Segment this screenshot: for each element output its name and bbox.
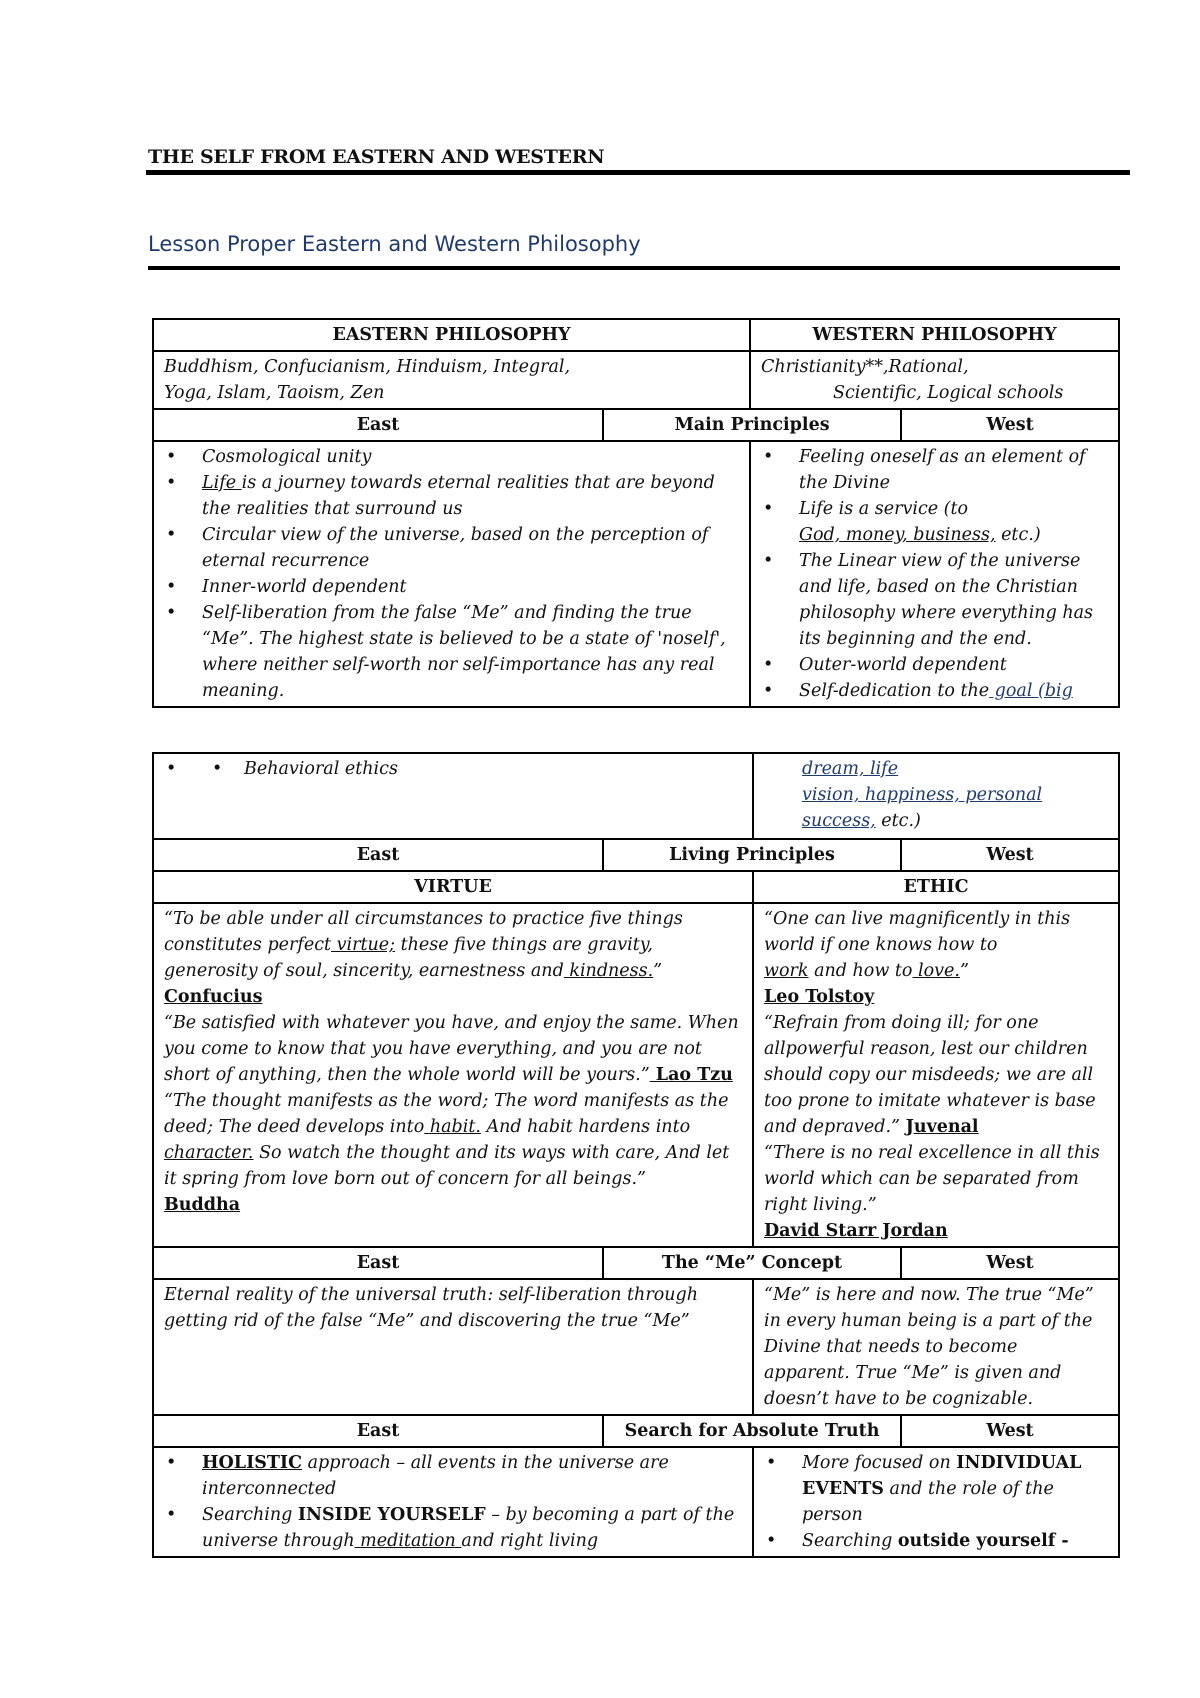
truth-text: More focused on	[802, 1453, 957, 1473]
truth-underlined: meditation	[354, 1531, 462, 1551]
quote-text: So watch the thought and its ways with care, And let it spring from love born out of concern for all beings.”	[164, 1143, 730, 1189]
row-label-west: West	[901, 839, 1119, 871]
row-label-main-principles: Main Principles	[603, 409, 901, 441]
quote-author: Buddha	[164, 1195, 241, 1215]
east-principle-text: Circular view of the universe, based on the perception of eternal recurrence	[202, 525, 709, 571]
virtue-quote-lao-tzu	[164, 1010, 742, 1088]
quote-text: ”	[959, 961, 969, 981]
east-continued-text: Behavioral ethics	[244, 759, 398, 779]
row-label-east: East	[153, 409, 603, 441]
list-item	[764, 1450, 1108, 1528]
east-principles-cell	[153, 441, 750, 707]
row-label-east: East	[153, 839, 603, 871]
row-label-me-concept: The “Me” Concept	[603, 1247, 901, 1279]
quote-text: ”	[653, 961, 663, 981]
table-row	[153, 319, 1119, 351]
east-continued-cell	[153, 753, 753, 839]
western-schools-line: Scientific, Logical schools	[833, 383, 1064, 403]
emphasis-text: INSIDE YOURSELF	[297, 1505, 486, 1525]
row-label-east: East	[153, 1415, 603, 1447]
east-principle-text: is a journey towards eternal realities that are beyond the realities that surround us	[202, 473, 715, 519]
west-principles-cell	[750, 441, 1119, 707]
east-principle-text: Inner-world dependent	[202, 577, 407, 597]
quote-author: David Starr Jordan	[764, 1221, 948, 1241]
list-item	[761, 678, 1108, 704]
west-principle-text: etc.)	[995, 525, 1041, 545]
title-rule	[146, 170, 1130, 175]
table-row	[153, 351, 1119, 409]
table-row	[153, 409, 1119, 441]
west-principle-text: Outer-world dependent	[799, 655, 1007, 675]
row-label-west: West	[901, 1247, 1119, 1279]
document-title: THE SELF FROM EASTERN AND WESTERN	[148, 146, 605, 168]
truth-east-cell	[153, 1447, 753, 1557]
quote-author: Lao Tzu	[649, 1065, 733, 1085]
quote-underlined: kindness.	[563, 961, 654, 981]
emphasis-text: HOLISTIC	[202, 1453, 303, 1473]
list-item	[164, 444, 739, 470]
quote-text: “To be able under all circumstances to practice five things constitutes perfect	[164, 909, 683, 955]
quote-text: “Be satisfied with whatever you have, and enjoy the same. When you come to know that you have everything, and you are not short of anything, then the whole world will be yours.”	[164, 1013, 739, 1085]
west-principle-text: Feeling oneself as an element of the Divine	[799, 447, 1086, 493]
lesson-heading: Lesson Proper Eastern and Western Philosophy	[148, 232, 641, 256]
quote-text: these five things are gravity, generosity of soul, sincerity, earnestness and	[164, 935, 653, 981]
truth-text: Searching	[202, 1505, 298, 1525]
ethic-quote-tolstoy	[764, 906, 1108, 1010]
quote-underlined: love.	[912, 961, 960, 981]
quote-text: “Refrain from doing ill; for one allpowerful reason, lest our children should copy our misdeeds; we are all too prone to imitate whatever is base and depraved.”	[764, 1013, 1096, 1137]
list-item	[164, 600, 739, 704]
table-row	[153, 753, 1119, 839]
truth-text: – by becoming a part of the universe through	[202, 1505, 735, 1551]
western-schools-line: Christianity**,Rational,	[761, 357, 969, 377]
row-label-east: East	[153, 1247, 603, 1279]
quote-text: and how to	[808, 961, 913, 981]
list-item	[164, 470, 739, 522]
me-concept-east-cell: Eternal reality of the universal truth: self-liberation through getting rid of the false “Me” and discovering the true “Me”	[153, 1279, 753, 1415]
west-continued-line: dream, life	[802, 759, 899, 779]
list-item	[164, 522, 739, 574]
eastern-schools-cell	[153, 351, 750, 409]
emphasis-text: INDIVIDUAL EVENTS	[802, 1453, 1082, 1499]
truth-text: and right living	[461, 1531, 599, 1551]
quote-text: “One can live magnificently in this world if one knows how to	[764, 909, 1071, 955]
quote-text: And habit hardens into	[480, 1117, 691, 1137]
list-item	[164, 756, 742, 782]
list-item	[164, 1502, 742, 1554]
me-concept-west-cell: “Me” is here and now. The true “Me” in every human being is a part of the Divine that needs to become apparent. True “Me” is given and doesn’t have to be cognizable.	[753, 1279, 1119, 1415]
emphasis-text: outside yourself -	[897, 1531, 1069, 1551]
west-continued-line	[802, 808, 1108, 834]
row-label-west: West	[901, 409, 1119, 441]
ethic-quotes-cell	[753, 903, 1119, 1247]
ethic-header: ETHIC	[753, 871, 1119, 903]
truth-text: and the role of the person	[802, 1479, 1054, 1525]
quote-text: “The thought manifests as the word; The word manifests as the deed; The deed develops into	[164, 1091, 729, 1137]
west-principle-link: goal (big	[989, 681, 1073, 701]
east-principle-text: Cosmological unity	[202, 447, 372, 467]
virtue-quotes-cell	[153, 903, 753, 1247]
list-item	[164, 1450, 742, 1502]
west-principle-text: Self-dedication to the	[799, 681, 990, 701]
quote-underlined: work	[764, 961, 809, 981]
virtue-quote-confucius	[164, 906, 742, 1010]
philosophy-table-continued	[152, 752, 1120, 1558]
quote-author: Juvenal	[905, 1117, 979, 1137]
lesson-rule	[148, 266, 1120, 270]
eastern-philosophy-header: EASTERN PHILOSOPHY	[153, 319, 750, 351]
table-row	[153, 903, 1119, 1247]
west-principle-text: Life is a service (to	[799, 499, 969, 519]
table-row	[153, 1247, 1119, 1279]
west-continued-line: vision, happiness, personal	[802, 785, 1043, 805]
table-row	[153, 839, 1119, 871]
west-continued-underlined: success,	[802, 811, 876, 831]
truth-west-cell	[753, 1447, 1119, 1557]
table-row	[153, 1415, 1119, 1447]
list-item	[761, 496, 1108, 548]
eastern-schools-line: Buddhism, Confucianism, Hinduism, Integral,	[164, 357, 571, 377]
western-philosophy-header: WESTERN PHILOSOPHY	[750, 319, 1119, 351]
list-item	[764, 1528, 1108, 1554]
quote-underlined: character.	[164, 1143, 254, 1163]
table-row	[153, 1447, 1119, 1557]
west-continued-cell	[753, 753, 1119, 839]
table-row	[153, 1279, 1119, 1415]
table-row	[153, 441, 1119, 707]
quote-underlined: habit.	[424, 1117, 481, 1137]
philosophy-table-main	[152, 318, 1120, 708]
west-principle-text: The Linear view of the universe and life, based on the Christian philosophy where everything has its beginning and the end.	[799, 551, 1094, 649]
quote-underlined: virtue;	[331, 935, 396, 955]
list-item	[761, 548, 1108, 652]
quote-text: “There is no real excellence in all this world which can be separated from right living.”	[764, 1143, 1100, 1215]
list-item	[761, 652, 1108, 678]
ethic-quote-jordan	[764, 1140, 1108, 1244]
truth-text: approach – all events in the universe are interconnected	[202, 1453, 669, 1499]
quote-author: Confucius	[164, 987, 263, 1007]
bullet-glyph: • •	[212, 759, 223, 779]
row-label-living-principles: Living Principles	[603, 839, 901, 871]
east-principle-text: Self-liberation from the false “Me” and finding the true “Me”. The highest state is believed to be a state of 'noself', where neither self-worth nor self-importance has any real meaning.	[202, 603, 726, 701]
truth-text: Searching	[802, 1531, 898, 1551]
virtue-quote-buddha	[164, 1088, 742, 1218]
quote-author: Leo Tolstoy	[764, 987, 875, 1007]
virtue-header: VIRTUE	[153, 871, 753, 903]
eastern-schools-line: Yoga, Islam, Taoism, Zen	[164, 383, 385, 403]
east-principle-life: Life	[202, 473, 242, 493]
row-label-absolute-truth: Search for Absolute Truth	[603, 1415, 901, 1447]
west-continued-text: etc.)	[875, 811, 921, 831]
ethic-quote-juvenal	[764, 1010, 1108, 1140]
table-row	[153, 871, 1119, 903]
row-label-west: West	[901, 1415, 1119, 1447]
list-item	[761, 444, 1108, 496]
list-item	[164, 574, 739, 600]
west-principle-underlined: God, money, business,	[799, 525, 996, 545]
western-schools-cell	[750, 351, 1119, 409]
